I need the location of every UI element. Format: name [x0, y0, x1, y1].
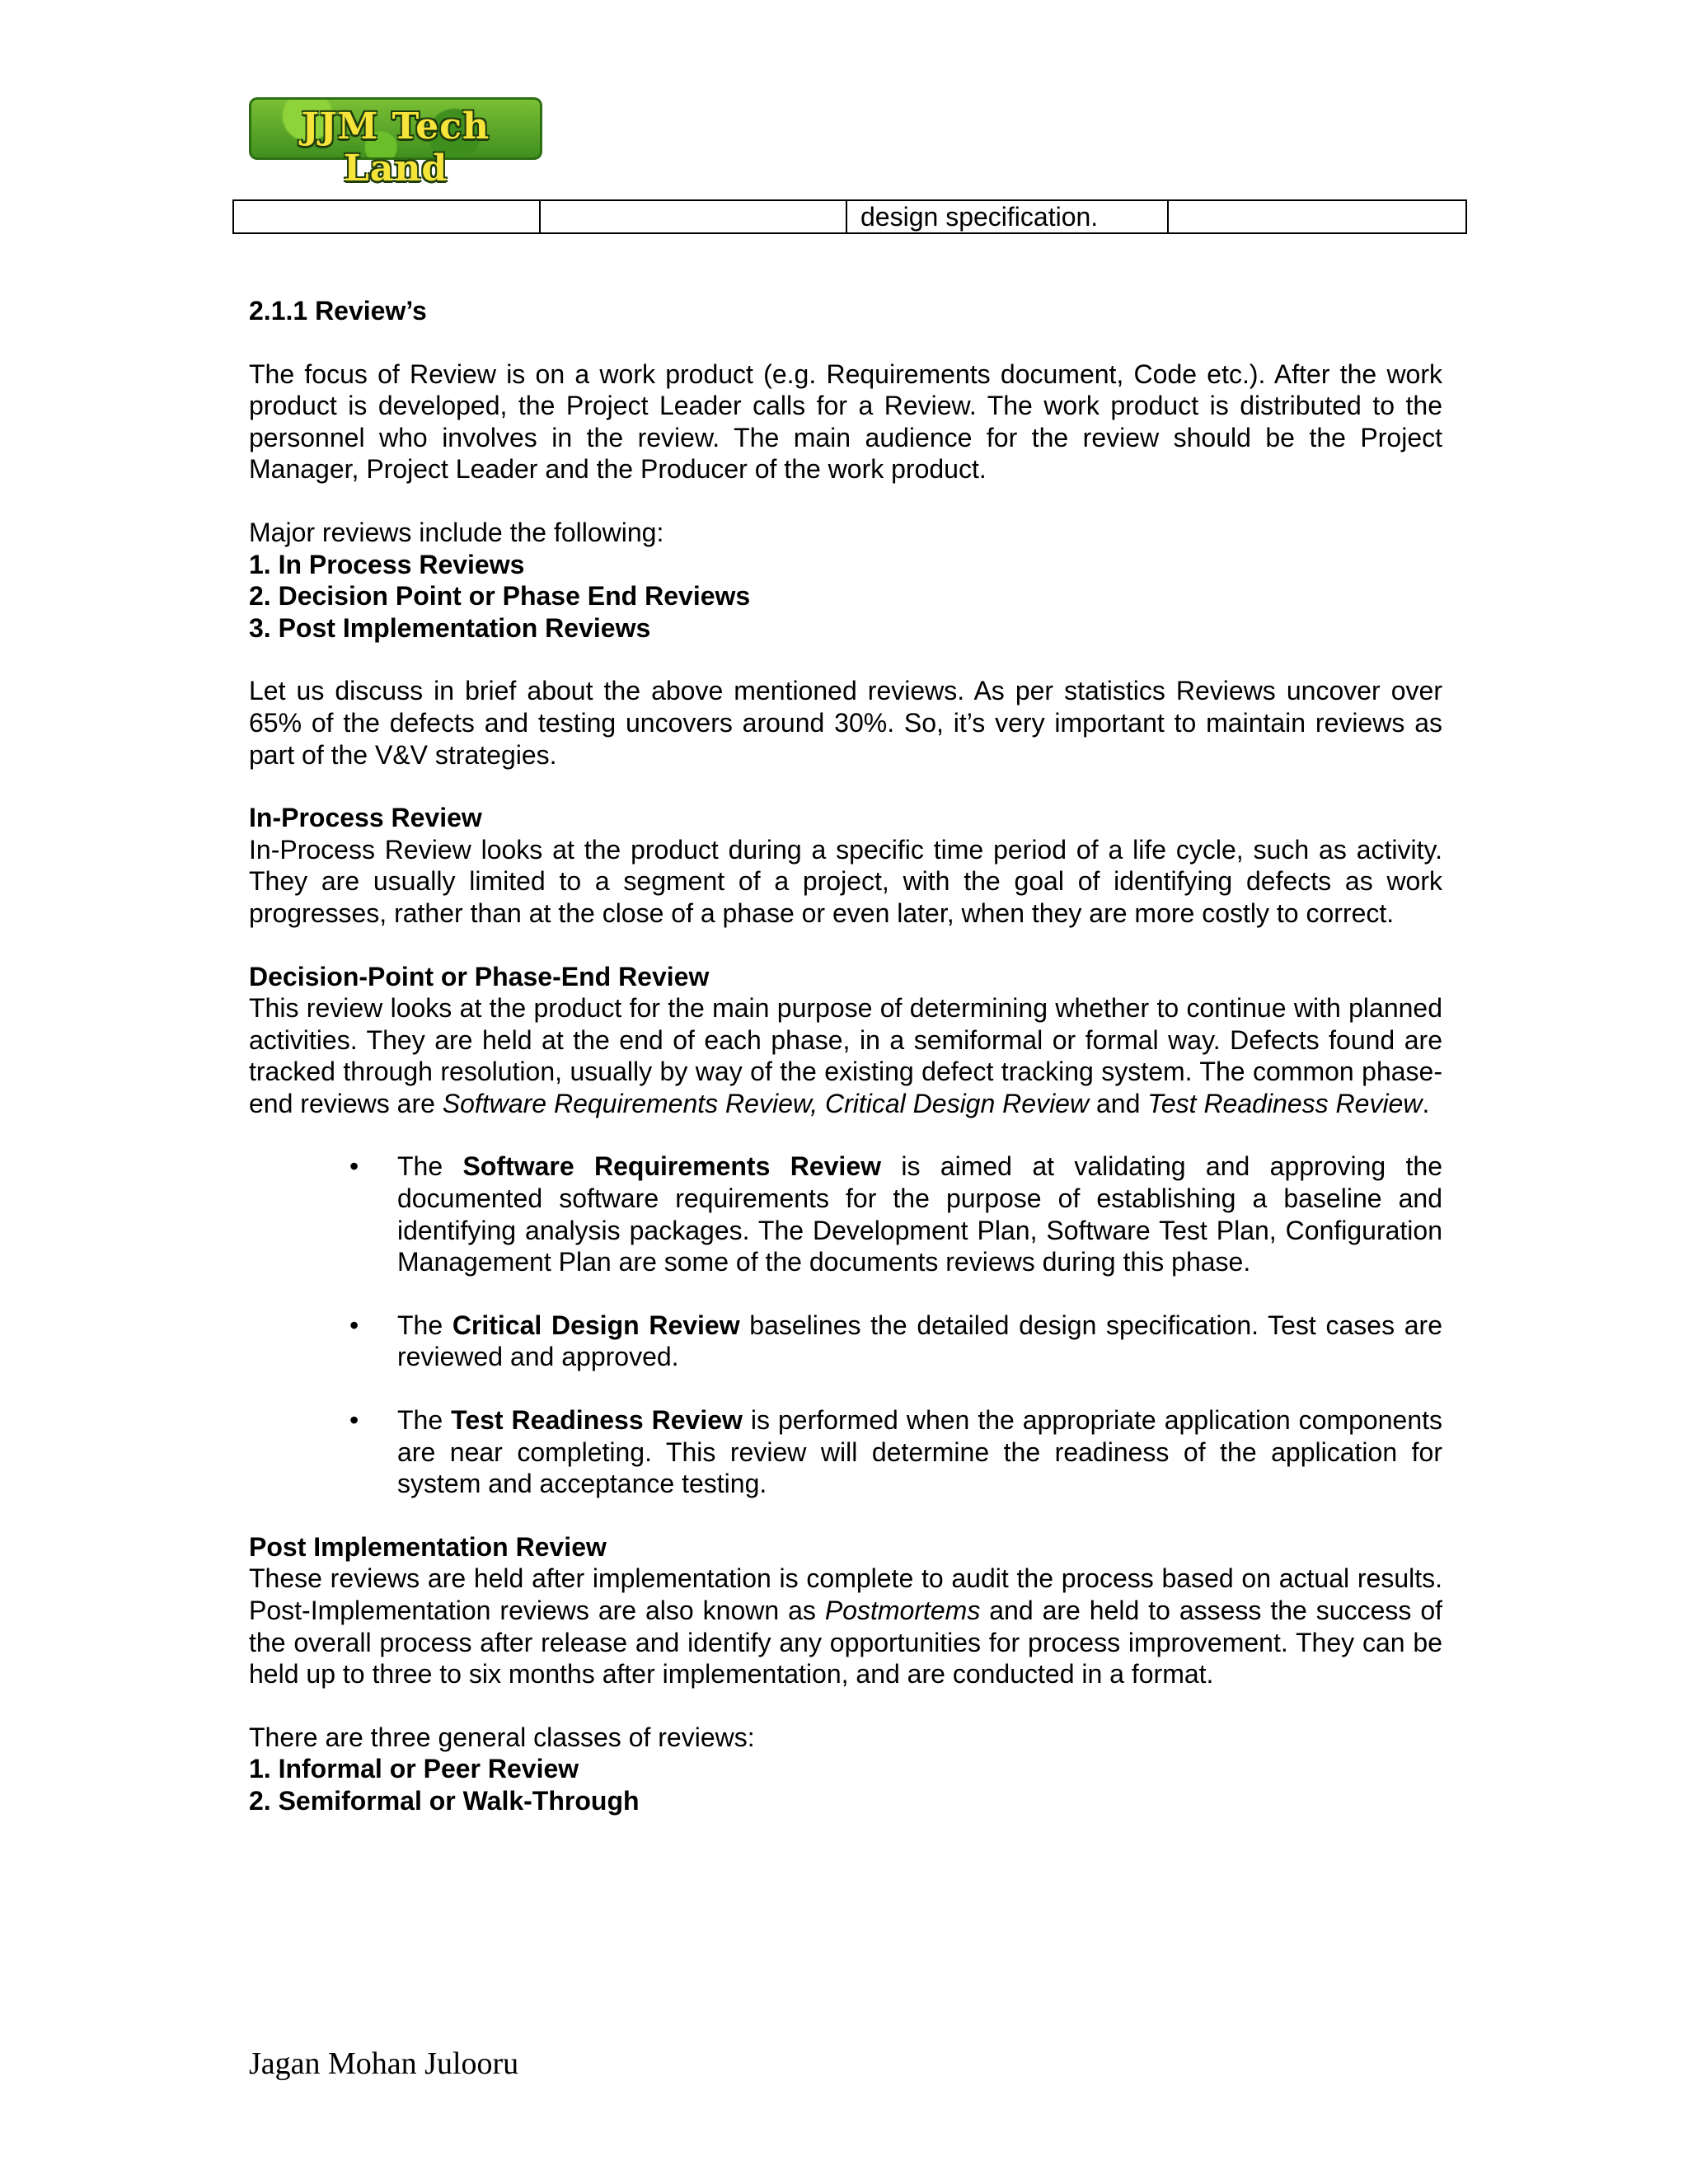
- classes-lead: There are three general classes of reviews:: [249, 1722, 755, 1752]
- logo-text: JJM Tech Land: [301, 105, 490, 190]
- logo: [249, 97, 542, 190]
- class-item: 2. Semiformal or Walk-Through: [249, 1785, 640, 1816]
- class-item: 1. Informal or Peer Review: [249, 1754, 579, 1784]
- continuation-table: [232, 199, 1467, 234]
- decision-point-body: This review looks at the product for the main purpose of determining whether to continue with planned activities. They are held at the end of each phase, in a semiformal or formal way. Defects found are tracked through resolution, usually by way of the existing defect tracking system. The common phase-end reviews are Software Requirements Review, Critical Design Review and Test Readiness Review.: [249, 993, 1442, 1118]
- in-process-body: In-Process Review looks at the product during a specific time period of a life cycle, such as activity. They are usually limited to a segment of a project, with the goal of identifying defects as work progresses, rather than at the close of a phase or even later, when they are more costly to correct.: [249, 834, 1442, 928]
- post-impl-body: These reviews are held after implementation is complete to audit the process based on actual results. Post-Implementation reviews are also known as Postmortems and are held to assess the success of the overall process after release and identify any opportunities for process improvement. They can be held up to three to six months after implementation, and are conducted in a format.: [249, 1563, 1443, 1690]
- post-impl-heading: Post Implementation Review: [249, 1531, 607, 1562]
- bullet-icon: •: [349, 1310, 359, 1340]
- footer-author: Jagan Mohan Julooru: [249, 2046, 519, 2081]
- major-review-item: 2. Decision Point or Phase End Reviews: [249, 581, 751, 612]
- in-process-heading: In-Process Review: [249, 803, 482, 833]
- major-review-item: 3. Post Implementation Reviews: [249, 612, 651, 643]
- major-review-item: 1. In Process Reviews: [249, 549, 525, 579]
- table-cell: [1168, 200, 1466, 233]
- table-row: [233, 200, 1466, 233]
- bullet-item: • The Critical Design Review baselines the detailed design specification. Test cases are reviewed and approved.: [349, 1310, 1442, 1372]
- intro-paragraph: The focus of Review is on a work product (e.g. Requirements document, Code etc.). After the work product is developed, the Project Leader calls for a Review. The work product is distributed to the personnel who involves in the review. The main audience for the review should be the Project Manager, Project Leader and the Producer of the work product.: [249, 359, 1442, 485]
- bullet-icon: •: [349, 1151, 359, 1182]
- decision-point-heading: Decision-Point or Phase-End Review: [249, 961, 710, 991]
- section-heading: 2.1.1 Review’s: [249, 296, 427, 326]
- bullet-item: • The Software Requirements Review is aimed at validating and approving the documented software requirements for the purpose of establishing a baseline and identifying analysis packages. The Development Plan, Software Test Plan, Configuration Management Plan are some of the documents reviews during this phase.: [349, 1151, 1443, 1277]
- major-reviews-lead: Major reviews include the following:: [249, 517, 664, 547]
- bullet-icon: •: [349, 1405, 359, 1436]
- discussion-paragraph: Let us discuss in brief about the above mentioned reviews. As per statistics Reviews uncover over 65% of the defects and testing uncovers around 30%. So, it’s very important to maintain reviews as part of the V&V strategies.: [249, 676, 1442, 770]
- table-cell: [540, 200, 846, 233]
- bullet-item: • The Test Readiness Review is performed when the appropriate application components are near completing. This review will determine the readiness of the application for system and acceptance testing.: [349, 1405, 1443, 1499]
- review-bullet-list: [249, 1151, 1442, 1499]
- table-cell: [233, 200, 540, 233]
- document-body: [249, 295, 1442, 1817]
- table-cell: design specification.: [846, 200, 1168, 233]
